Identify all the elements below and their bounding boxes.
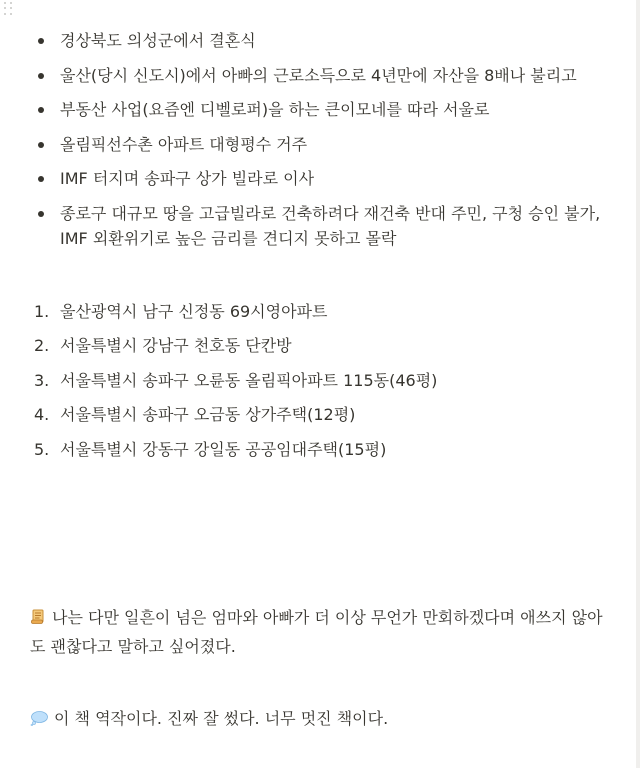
comment-text: 이 책 역작이다. 진짜 잘 썼다. 너무 멋진 책이다.	[54, 709, 389, 728]
list-item-text: 울산광역시 남구 신정동 69시영아파트	[60, 301, 328, 321]
drag-handle-icon[interactable]	[4, 2, 14, 16]
list-item[interactable]: 종로구 대규모 땅을 고급빌라로 건축하려다 재건축 반대 주민, 구청 승인 불가, IMF 외환위기로 높은 금리를 견디지 못하고 몰락	[34, 201, 608, 251]
list-item[interactable]: 부동산 사업(요즘엔 디벨로퍼)을 하는 큰이모네를 따라 서울로	[34, 97, 608, 122]
list-item[interactable]: 울산(당시 신도시)에서 아빠의 근로소득으로 4년만에 자산을 8배나 불리고	[34, 63, 608, 88]
list-number: 5.	[34, 439, 50, 459]
list-number: 4.	[34, 405, 50, 424]
list-item[interactable]: 경상북도 의성군에서 결혼식	[34, 28, 608, 53]
note-content	[34, 28, 608, 471]
reflection-paragraph[interactable]	[30, 604, 610, 660]
list-item[interactable]	[34, 368, 608, 393]
list-item-text: 서울특별시 강남구 천호동 단칸방	[60, 336, 292, 355]
page-edge-divider	[636, 0, 640, 768]
list-item[interactable]	[34, 333, 608, 358]
list-item[interactable]	[34, 402, 608, 427]
reflection-text: 나는 다만 일흔이 넘은 엄마와 아빠가 더 이상 무언가 만회하겠다며 애쓰지 않아도 괜찮다고 말하고 싶어졌다.	[30, 608, 603, 656]
list-number: 2.	[34, 336, 50, 355]
list-item[interactable]: 올림픽선수촌 아파트 대형평수 거주	[34, 132, 608, 157]
scroll-icon	[30, 606, 46, 633]
address-numbered-list	[34, 299, 608, 462]
list-number: 1.	[34, 301, 50, 321]
list-item-text: 서울특별시 송파구 오륜동 올림픽아파트 115동(46평)	[60, 370, 438, 390]
timeline-bullet-list	[34, 28, 608, 251]
list-number: 3.	[34, 370, 50, 390]
speech-bubble-icon	[30, 707, 48, 734]
list-item-text: 서울특별시 송파구 오금동 상가주택(12평)	[60, 405, 356, 424]
list-item[interactable]	[34, 437, 608, 462]
list-item[interactable]: IMF 터지며 송파구 상가 빌라로 이사	[34, 166, 608, 191]
list-item-text: 서울특별시 강동구 강일동 공공임대주택(15평)	[60, 439, 387, 459]
comment-paragraph[interactable]	[30, 705, 610, 734]
list-item[interactable]	[34, 299, 608, 324]
